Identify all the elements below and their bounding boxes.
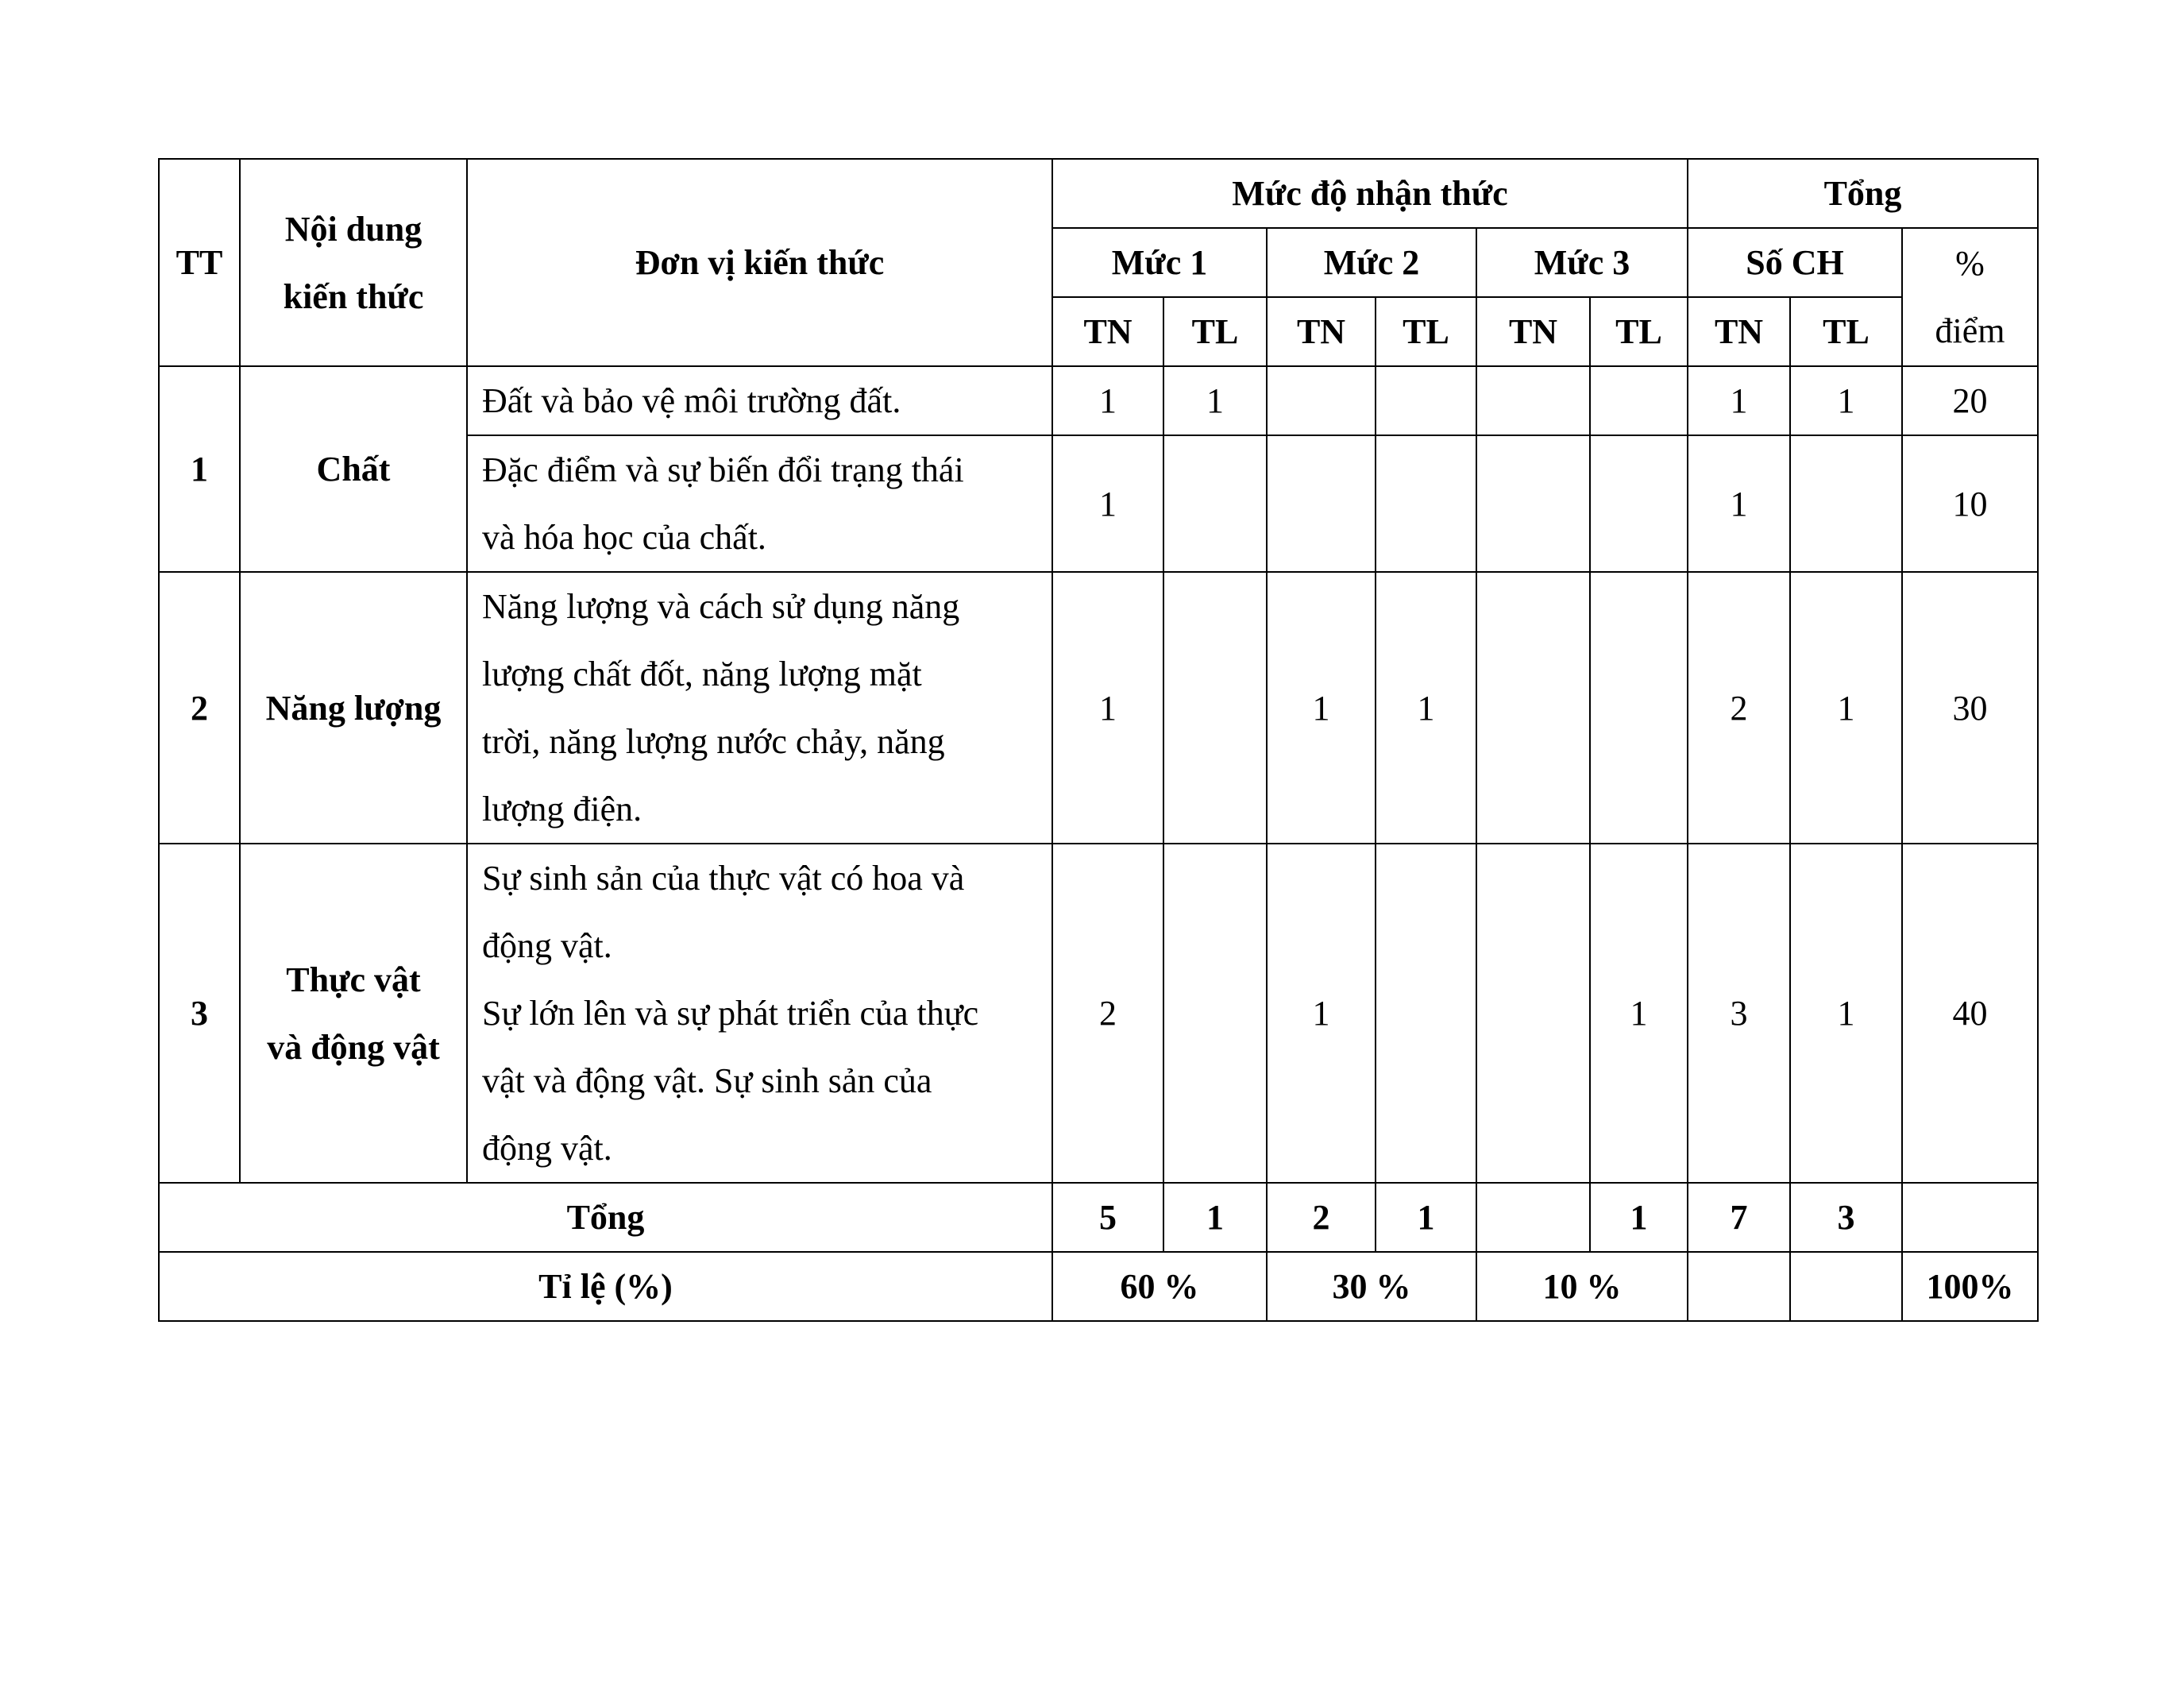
unit-line: động vật. xyxy=(482,926,612,965)
header-m1-tl: TL xyxy=(1163,297,1267,366)
ratio-m2: 30 % xyxy=(1267,1252,1476,1321)
cell xyxy=(1267,366,1376,435)
unit-line: Năng lượng và cách sử dụng năng xyxy=(482,587,960,626)
header-tong: Tổng xyxy=(1688,159,2038,228)
cell: 40 xyxy=(1902,844,2038,1183)
row2-tt: 2 xyxy=(159,572,240,844)
header-total-tn: TN xyxy=(1688,297,1790,366)
cell xyxy=(1790,435,1902,572)
row3-unit-text xyxy=(467,844,1052,1183)
row1-tt: 1 xyxy=(159,366,240,572)
total-cell: 1 xyxy=(1590,1183,1688,1252)
cell: 20 xyxy=(1902,366,2038,435)
ratio-m3: 10 % xyxy=(1476,1252,1688,1321)
header-m1-tn: TN xyxy=(1052,297,1163,366)
ratio-total: 100% xyxy=(1902,1252,2038,1321)
cell: 1 xyxy=(1163,366,1267,435)
total-cell xyxy=(1902,1183,2038,1252)
cell xyxy=(1163,844,1267,1183)
cell: 1 xyxy=(1267,572,1376,844)
topic-line: và động vật xyxy=(267,1027,440,1067)
row2-unit-text xyxy=(467,572,1052,844)
cell: 1 xyxy=(1688,435,1790,572)
row1-unit2-text xyxy=(467,435,1052,572)
cell: 30 xyxy=(1902,572,2038,844)
ratio-cell xyxy=(1790,1252,1902,1321)
cell xyxy=(1267,435,1376,572)
cell xyxy=(1590,572,1688,844)
total-cell: 1 xyxy=(1163,1183,1267,1252)
unit-line: lượng chất đốt, năng lượng mặt xyxy=(482,655,922,693)
header-pct-line2: điểm xyxy=(1935,311,2005,350)
header-row-1 xyxy=(159,159,2038,228)
total-cell: 3 xyxy=(1790,1183,1902,1252)
total-row xyxy=(159,1183,2038,1252)
header-noi-dung-line2: kiến thức xyxy=(283,276,424,316)
row3-topic xyxy=(240,844,467,1183)
header-don-vi: Đơn vị kiến thức xyxy=(467,159,1052,366)
header-m3-tn: TN xyxy=(1476,297,1590,366)
cell: 1 xyxy=(1052,366,1163,435)
header-m2-tl: TL xyxy=(1376,297,1476,366)
cell: 1 xyxy=(1790,844,1902,1183)
unit-line: trời, năng lượng nước chảy, năng xyxy=(482,722,945,761)
cell: 1 xyxy=(1052,572,1163,844)
unit-line: lượng điện. xyxy=(482,790,642,829)
row1-topic: Chất xyxy=(240,366,467,572)
cell xyxy=(1376,366,1476,435)
total-label: Tổng xyxy=(159,1183,1052,1252)
header-m2-tn: TN xyxy=(1267,297,1376,366)
cell: 1 xyxy=(1790,572,1902,844)
unit-line: động vật. xyxy=(482,1129,612,1168)
cell xyxy=(1590,435,1688,572)
cell: 1 xyxy=(1267,844,1376,1183)
cell: 1 xyxy=(1590,844,1688,1183)
cell xyxy=(1376,435,1476,572)
table-row xyxy=(159,572,2038,844)
header-noi-dung-line1: Nội dung xyxy=(284,209,423,249)
cell xyxy=(1476,844,1590,1183)
header-total-tl: TL xyxy=(1790,297,1902,366)
row1-unit1-text: Đất và bảo vệ môi trường đất. xyxy=(467,366,1052,435)
cell: 1 xyxy=(1376,572,1476,844)
cell xyxy=(1476,572,1590,844)
ratio-cell xyxy=(1688,1252,1790,1321)
unit-line: Đặc điểm và sự biến đổi trạng thái xyxy=(482,450,964,489)
cell xyxy=(1476,366,1590,435)
knowledge-matrix-table xyxy=(158,158,2039,1322)
header-tt: TT xyxy=(159,159,240,366)
ratio-label: Tỉ lệ (%) xyxy=(159,1252,1052,1321)
header-pct xyxy=(1902,228,2038,366)
cell: 1 xyxy=(1688,366,1790,435)
total-cell: 1 xyxy=(1376,1183,1476,1252)
ratio-m1: 60 % xyxy=(1052,1252,1267,1321)
cell: 3 xyxy=(1688,844,1790,1183)
cell xyxy=(1376,844,1476,1183)
header-muc-do: Mức độ nhận thức xyxy=(1052,159,1688,228)
unit-line: và hóa học của chất. xyxy=(482,518,766,557)
cell: 1 xyxy=(1052,435,1163,572)
cell xyxy=(1163,435,1267,572)
total-cell xyxy=(1476,1183,1590,1252)
header-pct-line1: % xyxy=(1955,244,1985,283)
cell xyxy=(1590,366,1688,435)
row3-tt: 3 xyxy=(159,844,240,1183)
header-muc1: Mức 1 xyxy=(1052,228,1267,297)
cell: 2 xyxy=(1052,844,1163,1183)
unit-line: Sự lớn lên và sự phát triển của thực xyxy=(482,994,979,1033)
table-row xyxy=(159,366,2038,435)
total-cell: 7 xyxy=(1688,1183,1790,1252)
cell: 1 xyxy=(1790,366,1902,435)
table-row xyxy=(159,844,2038,1183)
cell xyxy=(1476,435,1590,572)
total-cell: 5 xyxy=(1052,1183,1163,1252)
row2-topic: Năng lượng xyxy=(240,572,467,844)
header-noi-dung xyxy=(240,159,467,366)
cell: 2 xyxy=(1688,572,1790,844)
ratio-row xyxy=(159,1252,2038,1321)
cell xyxy=(1163,572,1267,844)
header-muc3: Mức 3 xyxy=(1476,228,1688,297)
header-so-ch: Số CH xyxy=(1688,228,1902,297)
total-cell: 2 xyxy=(1267,1183,1376,1252)
unit-line: vật và động vật. Sự sinh sản của xyxy=(482,1061,932,1100)
unit-line: Sự sinh sản của thực vật có hoa và xyxy=(482,859,965,898)
header-muc2: Mức 2 xyxy=(1267,228,1476,297)
topic-line: Thực vật xyxy=(286,960,421,999)
cell: 10 xyxy=(1902,435,2038,572)
header-m3-tl: TL xyxy=(1590,297,1688,366)
